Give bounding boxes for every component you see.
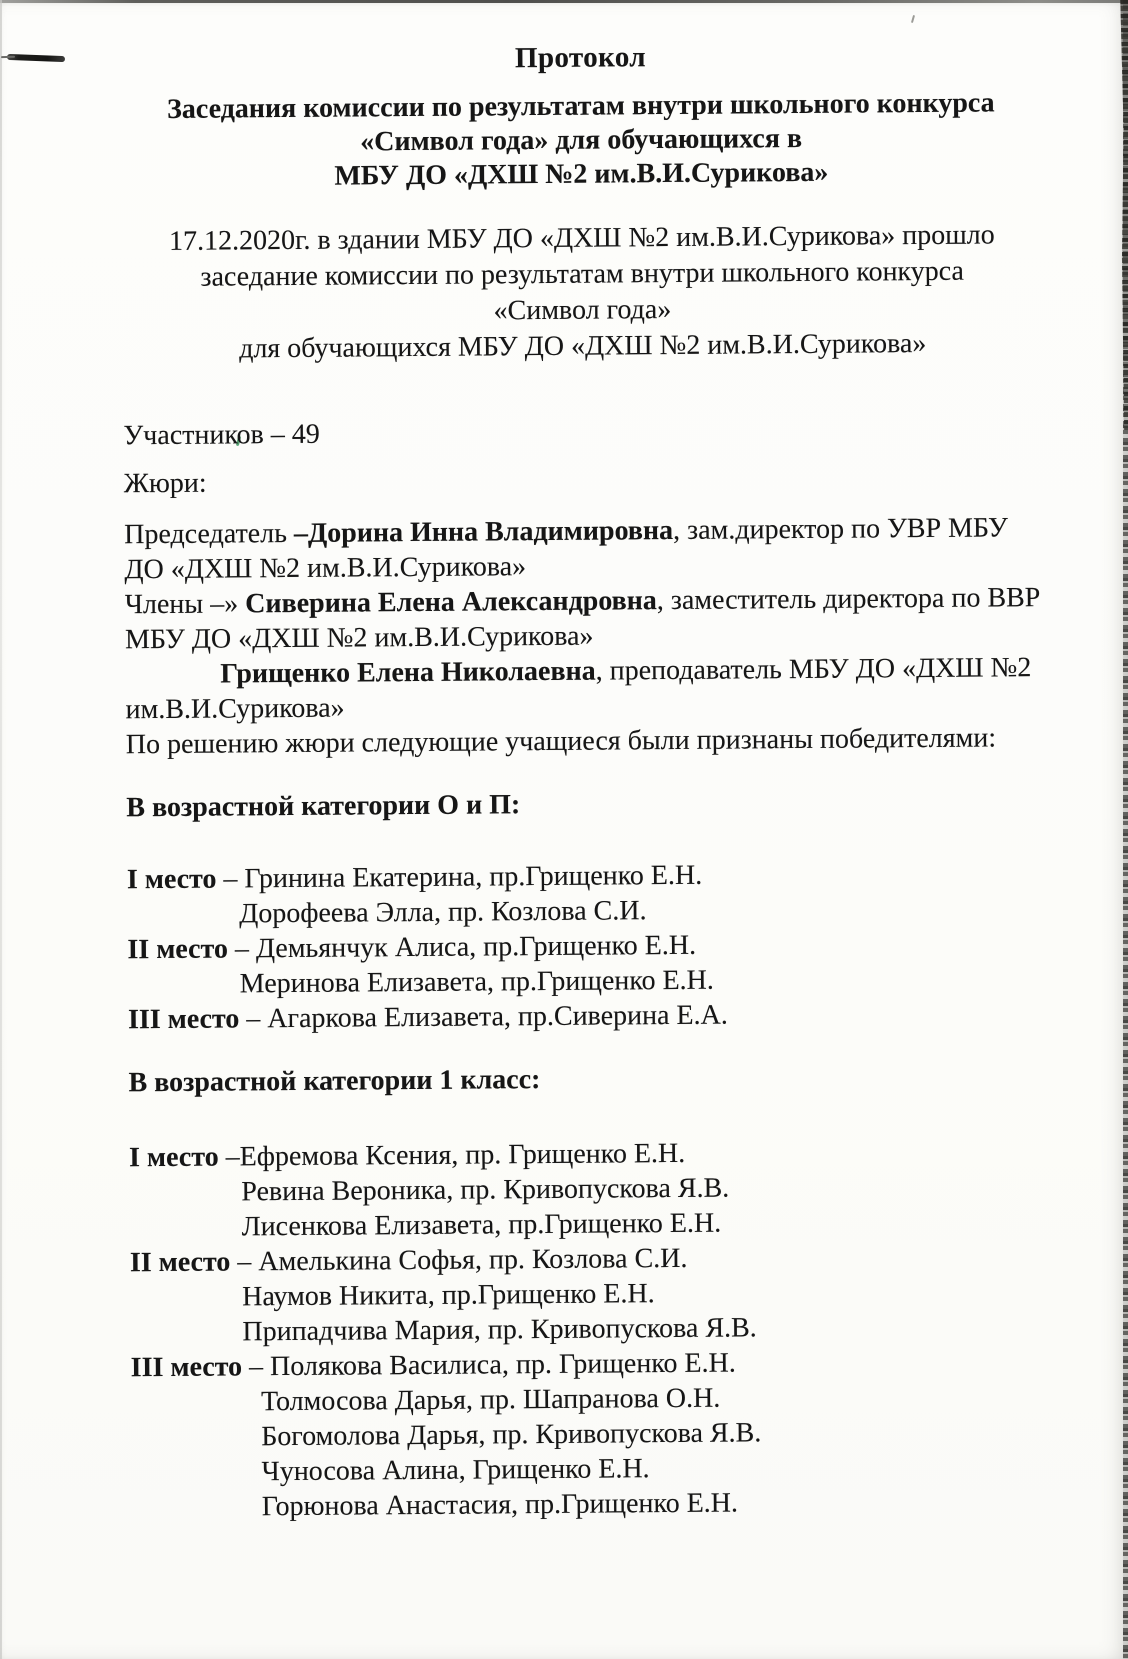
place-label: III место: [127, 1003, 240, 1036]
winner-text: Ревина Вероника, пр. Кривопускова Я.В.: [241, 1172, 730, 1208]
intro-line: для обучающихся МБУ ДО «ДХШ №2 им.В.И.Сурикова»: [239, 327, 927, 365]
winner-text: – Полякова Василиса, пр. Грищенко Е.Н.: [241, 1347, 736, 1383]
place-label: III место: [130, 1351, 243, 1384]
winner-text: Лисенкова Елизавета, пр.Грищенко Е.Н.: [241, 1207, 722, 1243]
document-content: [120, 0, 1052, 1525]
document-subtitle: [121, 86, 1042, 195]
subtitle-line: МБУ ДО «ДХШ №2 им.В.И.Сурикова»: [334, 156, 829, 192]
winner-text: Наумов Никита, пр.Грищенко Е.Н.: [242, 1278, 655, 1313]
place-label: I место: [128, 1141, 219, 1174]
winner-text: Чуносова Алина, Грищенко Е.Н.: [261, 1453, 650, 1488]
jury-line-member: [125, 650, 1045, 692]
subtitle-line: «Символ года» для обучающихся в: [360, 122, 803, 158]
jury-name: –Дорина Инна Владимировна: [293, 514, 674, 549]
winner-text: Дорофеева Элла, пр. Козлова С.И.: [239, 895, 647, 930]
intro-line: заседание комиссии по результатам внутри школьного конкурса: [200, 255, 965, 293]
jury-role: Члены –»: [124, 588, 246, 621]
jury-name: Сиверина Елена Александровна: [245, 585, 657, 620]
winner-text: – Амелькина Софья, пр. Козлова С.И.: [230, 1242, 688, 1278]
decision-line: [126, 720, 1046, 762]
document-title: Протокол: [514, 41, 647, 75]
jury-line-chairman: [124, 510, 1044, 552]
intro-paragraph: [122, 217, 1043, 368]
jury-position: , зам.директор по УВР МБУ: [672, 512, 1009, 546]
winner-text: –Ефремова Ксения, пр. Грищенко Е.Н.: [218, 1137, 686, 1173]
place-label: II место: [127, 933, 229, 966]
place-label: II место: [129, 1246, 231, 1279]
result-line: [128, 995, 1048, 1037]
pen-mark-artifact: [7, 54, 65, 62]
decision-text: По решению жюри следующие учащиеся были признаны победителями:: [125, 722, 997, 761]
jury-section: [124, 510, 1046, 762]
winner-text: Меринова Елизавета, пр.Грищенко Е.Н.: [239, 964, 714, 1000]
category-heading-first-grade: В возрастной категории 1 класс:: [128, 1064, 541, 1099]
jury-text: МБУ ДО «ДХШ №2 им.В.И.Сурикова»: [124, 620, 594, 656]
category-first-grade-results: [129, 1133, 1052, 1525]
winner-text: – Агаркова Елизавета, пр.Сиверина Е.А.: [239, 999, 728, 1035]
jury-role: Председатель: [124, 517, 295, 551]
jury-label: Жюри:: [123, 467, 207, 500]
winner-text: Богомолова Дарья, пр. Кривопускова Я.В.: [261, 1417, 762, 1453]
intro-line: «Символ года»: [493, 293, 672, 327]
category-heading-preparatory: В возрастной категории О и П:: [126, 789, 521, 824]
jury-text: ДО «ДХШ №2 им.В.И.Сурикова»: [124, 551, 527, 586]
result-line: [132, 1483, 1052, 1525]
category-preparatory-results: [127, 855, 1048, 1037]
winner-text: – Демьянчук Алиса, пр.Грищенко Е.Н.: [227, 929, 697, 965]
subtitle-line: Заседания комиссии по результатам внутри школьного конкурса: [166, 87, 995, 125]
jury-position: , преподаватель МБУ ДО «ДХШ №2: [595, 652, 1032, 687]
winner-text: Припадчива Мария, пр. Кривопускова Я.В.: [242, 1312, 757, 1348]
winner-text: Толмосова Дарья, пр. Шапранова О.Н.: [260, 1382, 721, 1418]
winner-text: Горюнова Анастасия, пр.Грищенко Е.Н.: [261, 1487, 739, 1523]
jury-line-member: [125, 580, 1045, 622]
jury-position: , заместитель директора по ВВР: [656, 582, 1041, 617]
participants-count: Участников – 49: [123, 418, 320, 452]
scan-left-edge-shade: [0, 0, 2, 1659]
jury-text: им.В.И.Сурикова»: [125, 692, 345, 726]
jury-name: Грищенко Елена Николаевна: [220, 655, 596, 690]
intro-line: 17.12.2020г. в здании МБУ ДО «ДХШ №2 им.В.И.Сурикова» прошло: [168, 219, 995, 257]
winner-text: – Гринина Екатерина, пр.Грищенко Е.Н.: [216, 859, 703, 895]
place-label: I место: [126, 863, 217, 896]
